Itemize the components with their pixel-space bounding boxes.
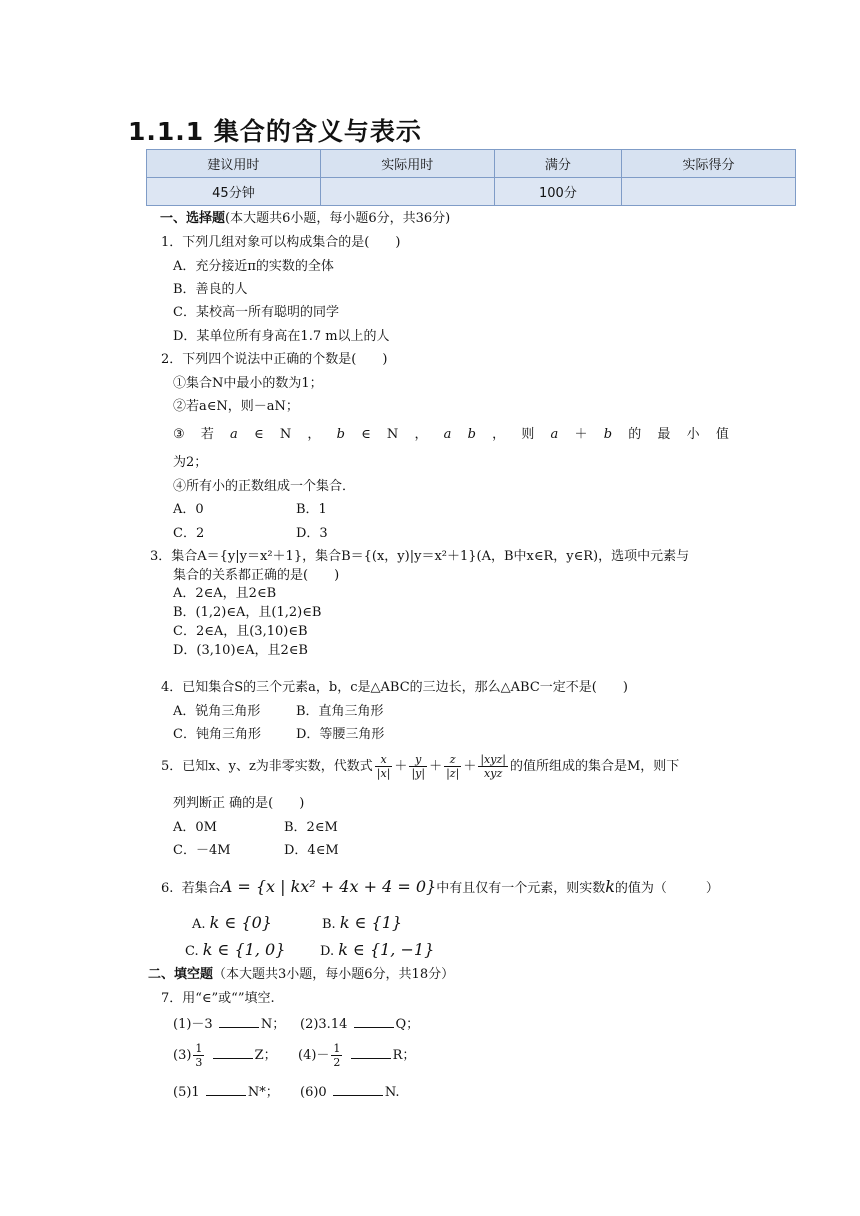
fraction-denominator: |x| — [376, 767, 391, 780]
q1-option-a: A．充分接近π的实数的全体 — [173, 259, 334, 274]
q2-statement-4: ④所有小的正数组成一个集合． — [173, 479, 356, 494]
option-letter: B. — [322, 917, 336, 932]
option-formula: k ∈ {0} — [209, 913, 272, 932]
item-prefix: (4)－ — [298, 1048, 330, 1063]
fraction — [409, 753, 427, 780]
q7-item-6 — [300, 1083, 400, 1101]
q5-stem-post: 的值所组成的集合是M，则下 — [509, 759, 680, 774]
answer-blank[interactable] — [333, 1083, 383, 1096]
fraction — [375, 753, 393, 780]
fraction-numerator: z — [444, 753, 461, 767]
option-formula: k ∈ {1, −1} — [338, 940, 435, 959]
item-suffix: Z； — [254, 1048, 277, 1063]
q5-stem-line2: 列判断正 确的是( ) — [173, 796, 305, 811]
q4-option-d: D．等腰三角形 — [296, 727, 385, 742]
fraction-numerator: x — [375, 753, 393, 767]
item-suffix: N*； — [247, 1085, 279, 1100]
q6-post: 中有且仅有一个元素，则实数 — [436, 881, 606, 896]
q2-statement-1: ①集合N中最小的数为1； — [173, 376, 323, 391]
item-prefix: (3) — [173, 1048, 192, 1063]
q3-option-a: A．2∈A，且2∈B — [173, 586, 277, 601]
fraction-numerator: y — [409, 753, 427, 767]
q2-s3-token: ， — [307, 427, 321, 442]
q2-s3-token: ＋ — [574, 427, 588, 442]
table-header-suggested-time: 建议用时 — [147, 150, 321, 178]
q2-s3-token: ∈ — [254, 427, 264, 442]
q5-option-b: B．2∈M — [284, 820, 338, 835]
fraction — [444, 753, 461, 780]
q2-s3-token: 则 — [521, 427, 535, 442]
q2-s3-token: ， — [414, 427, 428, 442]
q3-option-d: D．(3,10)∈A，且2∈B — [173, 643, 308, 658]
option-formula: k ∈ {1, 0} — [202, 940, 286, 959]
q4-option-c: C．钝角三角形 — [173, 727, 261, 742]
fraction-denominator: xyz — [484, 767, 503, 780]
table-header-actual-time: 实际用时 — [320, 150, 494, 178]
q7-stem: 7．用“∈”或“”填空. — [161, 991, 275, 1006]
q6-option-c — [185, 940, 285, 962]
section1-heading-line — [160, 211, 450, 227]
fraction-denominator: 2 — [333, 1056, 341, 1069]
q2-statement-3-end: 为2； — [173, 455, 208, 470]
plus-sign: ＋ — [394, 759, 408, 774]
q7-item-5 — [173, 1083, 279, 1101]
item-prefix: (2)3.14 — [300, 1017, 348, 1032]
table-header-full-score: 满分 — [494, 150, 621, 178]
q3-stem-line2: 集合的关系都正确的是( ) — [173, 568, 340, 583]
page-title: 1.1.1 集合的含义与表示 — [128, 117, 422, 146]
item-prefix: (5)1 — [173, 1085, 200, 1100]
time-score-table — [146, 149, 796, 206]
q2-option-c: C．2 — [173, 526, 205, 541]
fraction-denominator: |z| — [446, 767, 460, 780]
q2-s3-token: ， — [492, 427, 506, 442]
q2-statement-3 — [173, 427, 729, 443]
fraction — [478, 753, 508, 780]
q6-stem — [161, 877, 719, 899]
option-letter: D. — [320, 944, 335, 959]
fraction — [331, 1042, 342, 1069]
option-letter: A. — [192, 917, 206, 932]
section2-heading-line — [148, 967, 454, 983]
answer-blank[interactable] — [219, 1015, 259, 1028]
q2-s3-token: b — [603, 427, 613, 442]
q4-option-b: B．直角三角形 — [296, 704, 384, 719]
q1-option-d: D．某单位所有身高在1.7 m以上的人 — [173, 329, 390, 344]
fraction-numerator: 1 — [195, 1042, 203, 1055]
q5-option-d: D．4∈M — [284, 843, 339, 858]
table-header-actual-score: 实际得分 — [622, 150, 796, 178]
q1-stem: 1．下列几组对象可以构成集合的是( ) — [161, 235, 401, 250]
q3-option-b: B．(1,2)∈A，且(1,2)∈B — [173, 605, 322, 620]
answer-blank[interactable] — [213, 1046, 253, 1059]
fraction-denominator: 3 — [195, 1056, 203, 1069]
section1-note: (本大题共6小题，每小题6分，共36分) — [225, 211, 451, 226]
table-cell-actual-time[interactable] — [320, 178, 494, 206]
table-cell-suggested-time: 45分钟 — [147, 178, 321, 206]
answer-blank[interactable] — [351, 1046, 391, 1059]
q2-s3-token: a — [443, 427, 452, 442]
option-formula: k ∈ {1} — [339, 913, 403, 932]
q6-pre: 若集合 — [181, 881, 221, 896]
q6-number: 6. — [161, 881, 174, 896]
q2-s3-token: 最 — [657, 427, 671, 442]
table-cell-full-score: 100分 — [494, 178, 621, 206]
q2-s3-token: b — [467, 427, 476, 442]
q2-statement-2: ②若a∈N，则－aN； — [173, 399, 299, 414]
q5-stem-pre: 5．已知x、y、z为非零实数，代数式 — [161, 759, 373, 774]
q6-post2: 的值为（ ） — [614, 881, 719, 896]
q2-stem: 2．下列四个说法中正确的个数是( ) — [161, 352, 388, 367]
q2-s3-token: b — [336, 427, 345, 442]
section2-heading: 二、填空题 — [148, 967, 214, 982]
q7-item-2 — [300, 1015, 419, 1033]
q7-item-1 — [173, 1015, 285, 1033]
q6-option-b — [322, 913, 402, 935]
fraction-denominator: |y| — [411, 767, 426, 780]
q2-s3-token: 值 — [715, 427, 729, 442]
plus-sign: ＋ — [429, 759, 443, 774]
q2-option-b: B．1 — [296, 502, 327, 517]
q5-option-c: C．－4M — [173, 843, 231, 858]
q4-stem: 4．已知集合S的三个元素a，b，c是△ABC的三边长，那么△ABC一定不是( ) — [161, 680, 628, 695]
q2-option-d: D．3 — [296, 526, 328, 541]
q6-option-a — [192, 913, 272, 935]
q1-option-b: B．善良的人 — [173, 282, 248, 297]
q1-option-c: C．某校高一所有聪明的同学 — [173, 305, 339, 320]
q2-s3-token: 若 — [200, 427, 214, 442]
fraction-numerator: |xyz| — [480, 753, 506, 766]
q2-s3-token: ∈ — [361, 427, 371, 442]
q6-k: k — [605, 877, 615, 896]
answer-blank[interactable] — [354, 1015, 394, 1028]
item-suffix: N. — [384, 1085, 400, 1100]
section1-heading: 一、选择题 — [160, 211, 226, 226]
option-letter: C. — [185, 944, 199, 959]
answer-blank[interactable] — [206, 1083, 246, 1096]
q5-stem — [161, 750, 679, 784]
q2-s3-token: a — [550, 427, 559, 442]
q2-s3-token: 的 — [628, 427, 642, 442]
q6-formula: A = {x | kx² + 4x + 4 = 0} — [220, 877, 437, 896]
q5-option-a: A．0M — [173, 820, 217, 835]
item-prefix: (6)0 — [300, 1085, 327, 1100]
q3-option-c: C．2∈A，且(3,10)∈B — [173, 624, 308, 639]
q7-item-4 — [298, 1040, 415, 1072]
q7-item-3 — [173, 1040, 277, 1072]
q3-stem: 3．集合A＝{y|y＝x²＋1}，集合B＝{(x，y)|y＝x²＋1}(A，B中x∈R，y∈R)，选项中元素与 — [150, 549, 690, 564]
table-cell-actual-score[interactable] — [622, 178, 796, 206]
item-suffix: Q； — [395, 1017, 420, 1032]
item-prefix: (1)－3 — [173, 1017, 213, 1032]
q4-option-a: A．锐角三角形 — [173, 704, 261, 719]
q2-s3-token: N — [279, 427, 292, 442]
q2-s3-token: a — [230, 427, 238, 442]
fraction-numerator: 1 — [333, 1042, 341, 1055]
item-suffix: N； — [260, 1017, 286, 1032]
q2-option-a: A．0 — [173, 502, 204, 517]
item-suffix: R； — [392, 1048, 416, 1063]
q2-s3-token: ③ — [173, 427, 185, 442]
q2-s3-token: 小 — [686, 427, 700, 442]
section2-note: （本大题共3小题，每小题6分，共18分） — [213, 967, 455, 982]
q2-s3-token: N — [386, 427, 399, 442]
plus-sign: ＋ — [463, 759, 477, 774]
fraction — [193, 1042, 204, 1069]
q6-option-d — [320, 940, 434, 962]
